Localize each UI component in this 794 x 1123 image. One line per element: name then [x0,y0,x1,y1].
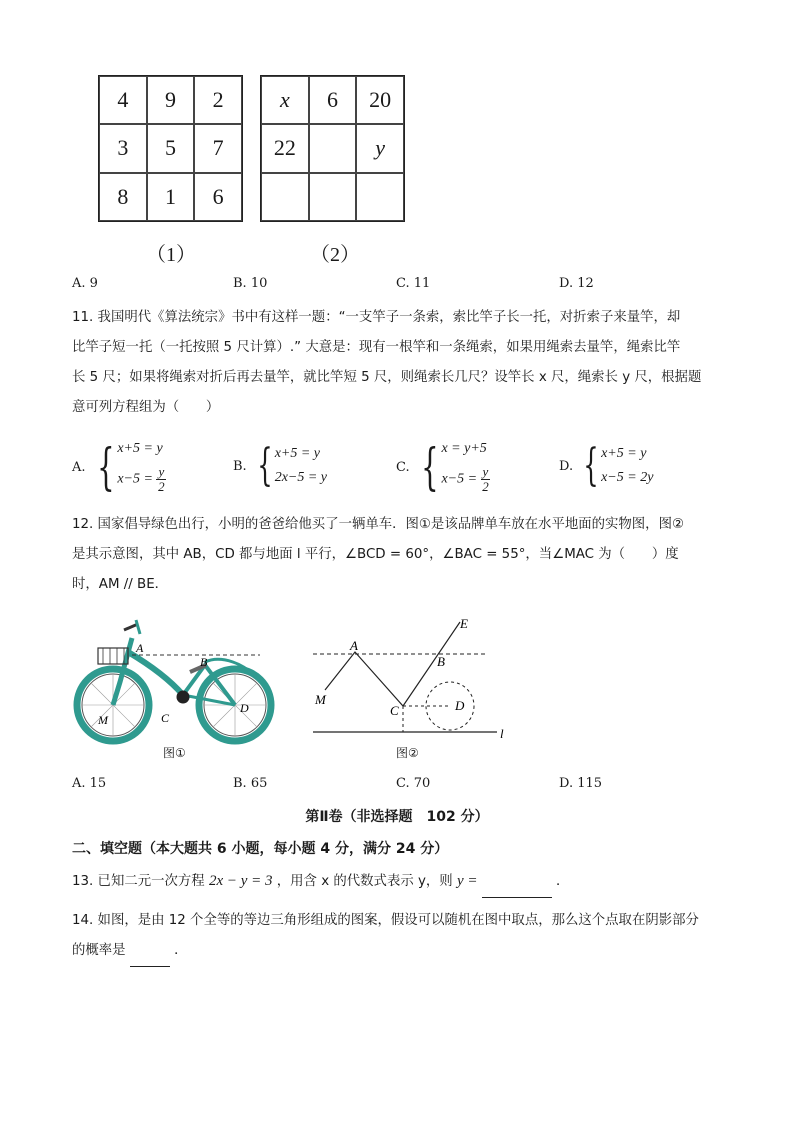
fig1-label-b: B [200,655,208,669]
q11-option-d [559,438,653,494]
grid2-cell [309,173,357,221]
q13-end: ． [556,874,570,889]
q12-option-b: B. 65 [233,776,268,791]
fig1-label-m: M [98,713,108,727]
q14-line2: 的概率是 [72,943,126,958]
q11-option-b [233,438,327,494]
q11-c-eq1: x = y+5 [441,440,487,456]
q11-b-eq2: 2x−5 = y [274,470,328,485]
q11-d-eq2: x−5 = 2y [601,470,654,485]
q12-option-d: D. 115 [559,776,603,791]
q10-option-b: B. 10 [233,276,268,291]
fig2-label-d: D [455,698,465,713]
fig1-label-c: C [161,711,170,725]
q13-question [72,866,732,898]
q11-option-c-label: C. [396,459,410,475]
brace-icon: { [420,438,439,496]
fig1-caption: 图① [163,746,186,760]
fig1-label-d: D [240,701,249,715]
numerator: y [482,463,489,479]
q11-a-eq2-left: x−5 = [117,471,153,487]
grid1-cell: 9 [147,76,195,124]
q14-line1: 14. 如图，是由 12 个全等的等边三角形组成的图案，假设可以随机在图中取点，那么这个点取在阴影部分 [72,913,699,928]
q11-d-eq1: x+5 = y [601,446,647,461]
numerator: y [158,463,165,479]
fig2-caption: 图② [396,746,419,760]
grid2-cell: 6 [309,76,357,124]
q11-line: 比竿子短一托（一托按照 5 尺计算）.” 大意是：现有一根竿和一条绳索，如果用绳索去量竿，绳索比竿 [72,340,681,355]
brace-icon: { [96,438,115,496]
q11-line: 意可列方程组为（ ） [72,400,220,415]
grid2-cell [261,173,309,221]
q13-answer-blank[interactable] [482,867,552,898]
grid1-cell: 5 [147,124,195,172]
q10-option-c: C. 11 [396,276,431,291]
q11-c-eq2 [441,465,490,494]
q12-option-a: A. 15 [72,776,107,791]
q13-answer-left: y = [456,873,478,889]
q11-option-b-label: B. [233,458,247,474]
fig2-label-c: C [390,703,399,718]
q13-middle: ，用含 x 的代数式表示 y，则 [276,874,453,889]
denominator: 2 [482,478,489,494]
brace-icon: { [256,440,273,491]
denominator: 2 [158,478,165,494]
q11-option-d-label: D. [559,458,574,474]
grid2-cell: y [356,124,404,172]
grid1-cell: 3 [99,124,147,172]
grid2-cell: 20 [356,76,404,124]
grid1-cell: 2 [194,76,242,124]
q11-option-a-label: A. [72,459,86,475]
q11-a-eq1: x+5 = y [117,440,163,456]
q11-option-c [396,434,490,500]
grid1-cell: 1 [147,173,195,221]
q10-option-a: A. 9 [72,276,98,291]
grid2-cell [356,173,404,221]
q11-option-a [72,434,166,500]
fig2-label-a: A [350,638,358,653]
bicycle-photo-figure [70,610,275,745]
q14-line2-wrap [72,936,732,967]
q11-line: 11. 我国明代《算法统宗》书中有这样一题：“一支竿子一条索，索比竿子长一托，对折索子来量竿，却 [72,310,681,325]
fig2-label-e: E [460,616,468,631]
grid1-cell: 7 [194,124,242,172]
fraction [481,465,491,494]
q11-c-eq2-left: x−5 = [441,471,478,487]
magic-square-grid-2 [260,75,405,222]
grid2-cell: x [261,76,309,124]
q14-question [72,906,732,967]
q12-option-c: C. 70 [396,776,431,791]
q14-end: ． [174,943,188,958]
q13-equation: 2x − y = 3 [208,873,273,889]
grid1-cell: 6 [194,173,242,221]
brace-icon: { [583,440,599,491]
grid2-cell [309,124,357,172]
q12-question [72,510,732,600]
q12-line: 是其示意图，其中 AB，CD 都与地面 l 平行，∠BCD = 60°，∠BAC = 55°，当∠MAC 为（ ）度 [72,547,679,562]
magic-square-grid-1 [98,75,243,222]
q10-option-d: D. 12 [559,276,594,291]
q11-b-eq1: x+5 = y [274,446,321,461]
q12-line: 时，AM // BE． [72,577,169,592]
grid2-cell: 22 [261,124,309,172]
q11-line: 长 5 尺；如果将绳索对折后再去量竿，就比竿短 5 尺，则绳索长几尺？设竿长 x 尺，绳索长 y 尺，根据题 [72,370,702,385]
grid1-cell: 4 [99,76,147,124]
schematic-figure [305,612,515,747]
q12-line: 12. 国家倡导绿色出行，小明的爸爸给他买了一辆单车．图①是该品牌单车放在水平地面的实物图，图② [72,517,684,532]
q11-question [72,303,732,423]
fill-in-section-title: 二、填空题（本大题共 6 小题，每小题 4 分，满分 24 分） [72,841,449,857]
section-2-title: 第Ⅱ卷（非选择题 102 分） [305,809,489,825]
grid2-caption: （2） [310,244,360,266]
fig1-label-a: A [136,641,144,655]
fig2-label-m: M [315,692,326,707]
fig2-label-b: B [437,654,445,669]
fraction [156,465,166,494]
fig2-label-l: l [500,726,504,741]
q13-prefix: 13. 已知二元一次方程 [72,874,205,889]
q14-answer-blank[interactable] [130,936,170,967]
grid1-cell: 8 [99,173,147,221]
q11-a-eq2 [117,465,166,494]
grid1-caption: （1） [146,244,196,266]
